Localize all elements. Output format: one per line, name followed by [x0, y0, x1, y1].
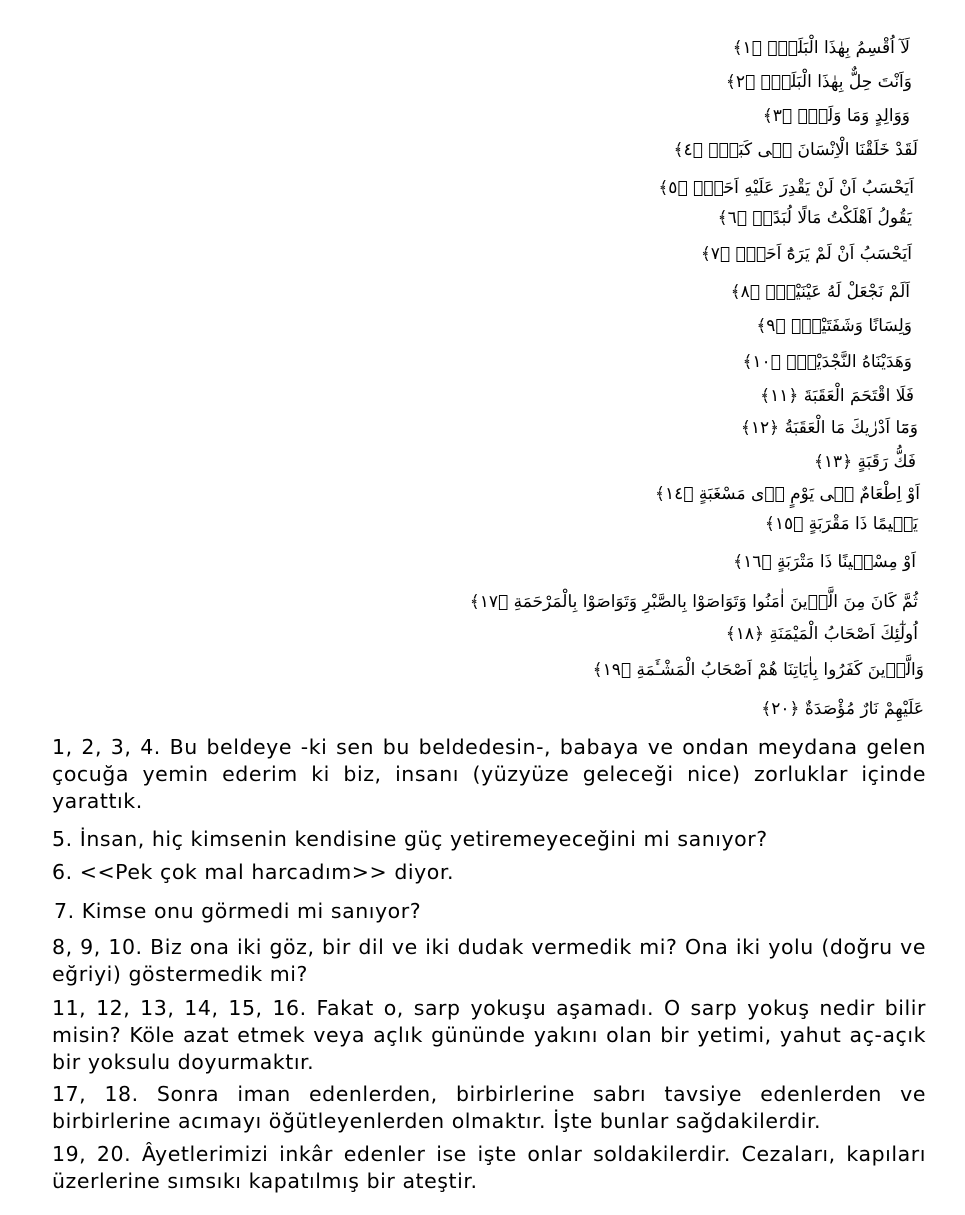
- arabic-verse: وَمَٓا اَدْرٰيكَ مَا الْعَقَبَةُ ﴿١٢﴾: [740, 418, 918, 438]
- arabic-verse: وَاَنْتَ حِلٌّ بِهٰذَا الْبَلَدِۙ ﴿٢﴾: [725, 72, 912, 92]
- arabic-verse: يَتٖيمًا ذَا مَقْرَبَةٍ ﴿١٥﴾: [764, 514, 918, 534]
- arabic-verse: فَلَا اقْتَحَمَ الْعَقَبَةَ ﴿١١﴾: [760, 386, 914, 406]
- translation-paragraph: 8, 9, 10. Biz ona iki göz, bir dil ve iki dudak vermedik mi? Ona iki yolu (doğru ve eğriyi) göstermedik mi?: [52, 935, 926, 986]
- arabic-verse: عَلَيْهِمْ نَارٌ مُؤْصَدَةٌ ﴿٢٠﴾: [761, 699, 924, 719]
- translation-paragraph: 19, 20. Âyetlerimizi inkâr edenler ise işte onlar soldakilerdir. Cezaları, kapıları üzerlerine sımsıkı kapatılmış bir ateştir.: [52, 1142, 926, 1193]
- arabic-verse: وَالَّذٖينَ كَفَرُوا بِاٰيَاتِنَا هُمْ اَصْحَابُ الْمَشْـَٔمَةِ ﴿١٩﴾: [592, 660, 924, 680]
- arabic-verse: وَلِسَانًا وَشَفَتَيْنِۙ ﴿٩﴾: [756, 316, 912, 336]
- arabic-verse: اَوْ اِطْعَامٌ فٖى يَوْمٍ ذٖى مَسْغَبَةٍ ﴿١٤﴾: [655, 484, 920, 504]
- arabic-verse: اُولٰٓئِكَ اَصْحَابُ الْمَيْمَنَةِ ﴿١٨﴾: [725, 624, 918, 644]
- arabic-verse: يَقُولُ اَهْلَكْتُ مَالًا لُبَدًاۜ ﴿٦﴾: [717, 208, 912, 228]
- arabic-verse: لَقَدْ خَلَقْنَا الْاِنْسَانَ فٖى كَبَدٍۜ ﴿٤﴾: [673, 140, 918, 160]
- translation-paragraph: 11, 12, 13, 14, 15, 16. Fakat o, sarp yokuşu aşamadı. O sarp yokuş nedir bilir misin? Köle azat etmek veya açlık gününde yakını olan bir yetimi, yahut aç-açık bir yoksulu doyurmaktır.: [52, 996, 926, 1074]
- arabic-verse: لَآ اُقْسِمُ بِهٰذَا الْبَلَدِۙ ﴿١﴾: [732, 38, 910, 58]
- arabic-verse: وَوَالِدٍ وَمَا وَلَدَۙ ﴿٣﴾: [762, 106, 910, 126]
- translation-paragraph: 7. Kimse onu görmedi mi sanıyor?: [54, 899, 422, 923]
- arabic-verse: ثُمَّ كَانَ مِنَ الَّذٖينَ اٰمَنُوا وَتَوَاصَوْا بِالصَّبْرِ وَتَوَاصَوْا بِالْمَرْحَمَةِ ﴿١٧﴾: [469, 592, 918, 612]
- arabic-verse: اَيَحْسَبُ اَنْ لَنْ يَقْدِرَ عَلَيْهِ اَحَدٌۢ ﴿٥﴾: [658, 178, 914, 198]
- arabic-verse: وَهَدَيْنَاهُ النَّجْدَيْنِۚ ﴿١٠﴾: [742, 352, 912, 372]
- translation-paragraph: 17, 18. Sonra iman edenlerden, birbirlerine sabrı tavsiye edenlerden ve birbirlerine acımayı öğütleyenlerden olmaktır. İşte bunlar sağdakilerdir.: [52, 1082, 926, 1133]
- arabic-verse: فَكُّ رَقَبَةٍ ﴿١٣﴾: [813, 452, 916, 472]
- arabic-verse: اَلَمْ نَجْعَلْ لَهُ عَيْنَيْنِۙ ﴿٨﴾: [730, 282, 910, 302]
- translation-paragraph: 5. İnsan, hiç kimsenin kendisine güç yetiremeyeceğini mi sanıyor?: [52, 827, 768, 851]
- translation-paragraph: 1, 2, 3, 4. Bu beldeye -ki sen bu beldedesin-, babaya ve ondan meydana gelen çocuğa yemin ederim ki biz, insanı (yüzyüze geleceği nice) zorluklar içinde yarattık.: [52, 735, 926, 813]
- translation-paragraph: 6. <<Pek çok mal harcadım>> diyor.: [52, 860, 455, 884]
- arabic-verse: اَوْ مِسْكٖينًا ذَا مَتْرَبَةٍ ﴿١٦﴾: [733, 552, 916, 572]
- arabic-verse: اَيَحْسَبُ اَنْ لَمْ يَرَهُٓ اَحَدٌۜ ﴿٧﴾: [700, 244, 912, 264]
